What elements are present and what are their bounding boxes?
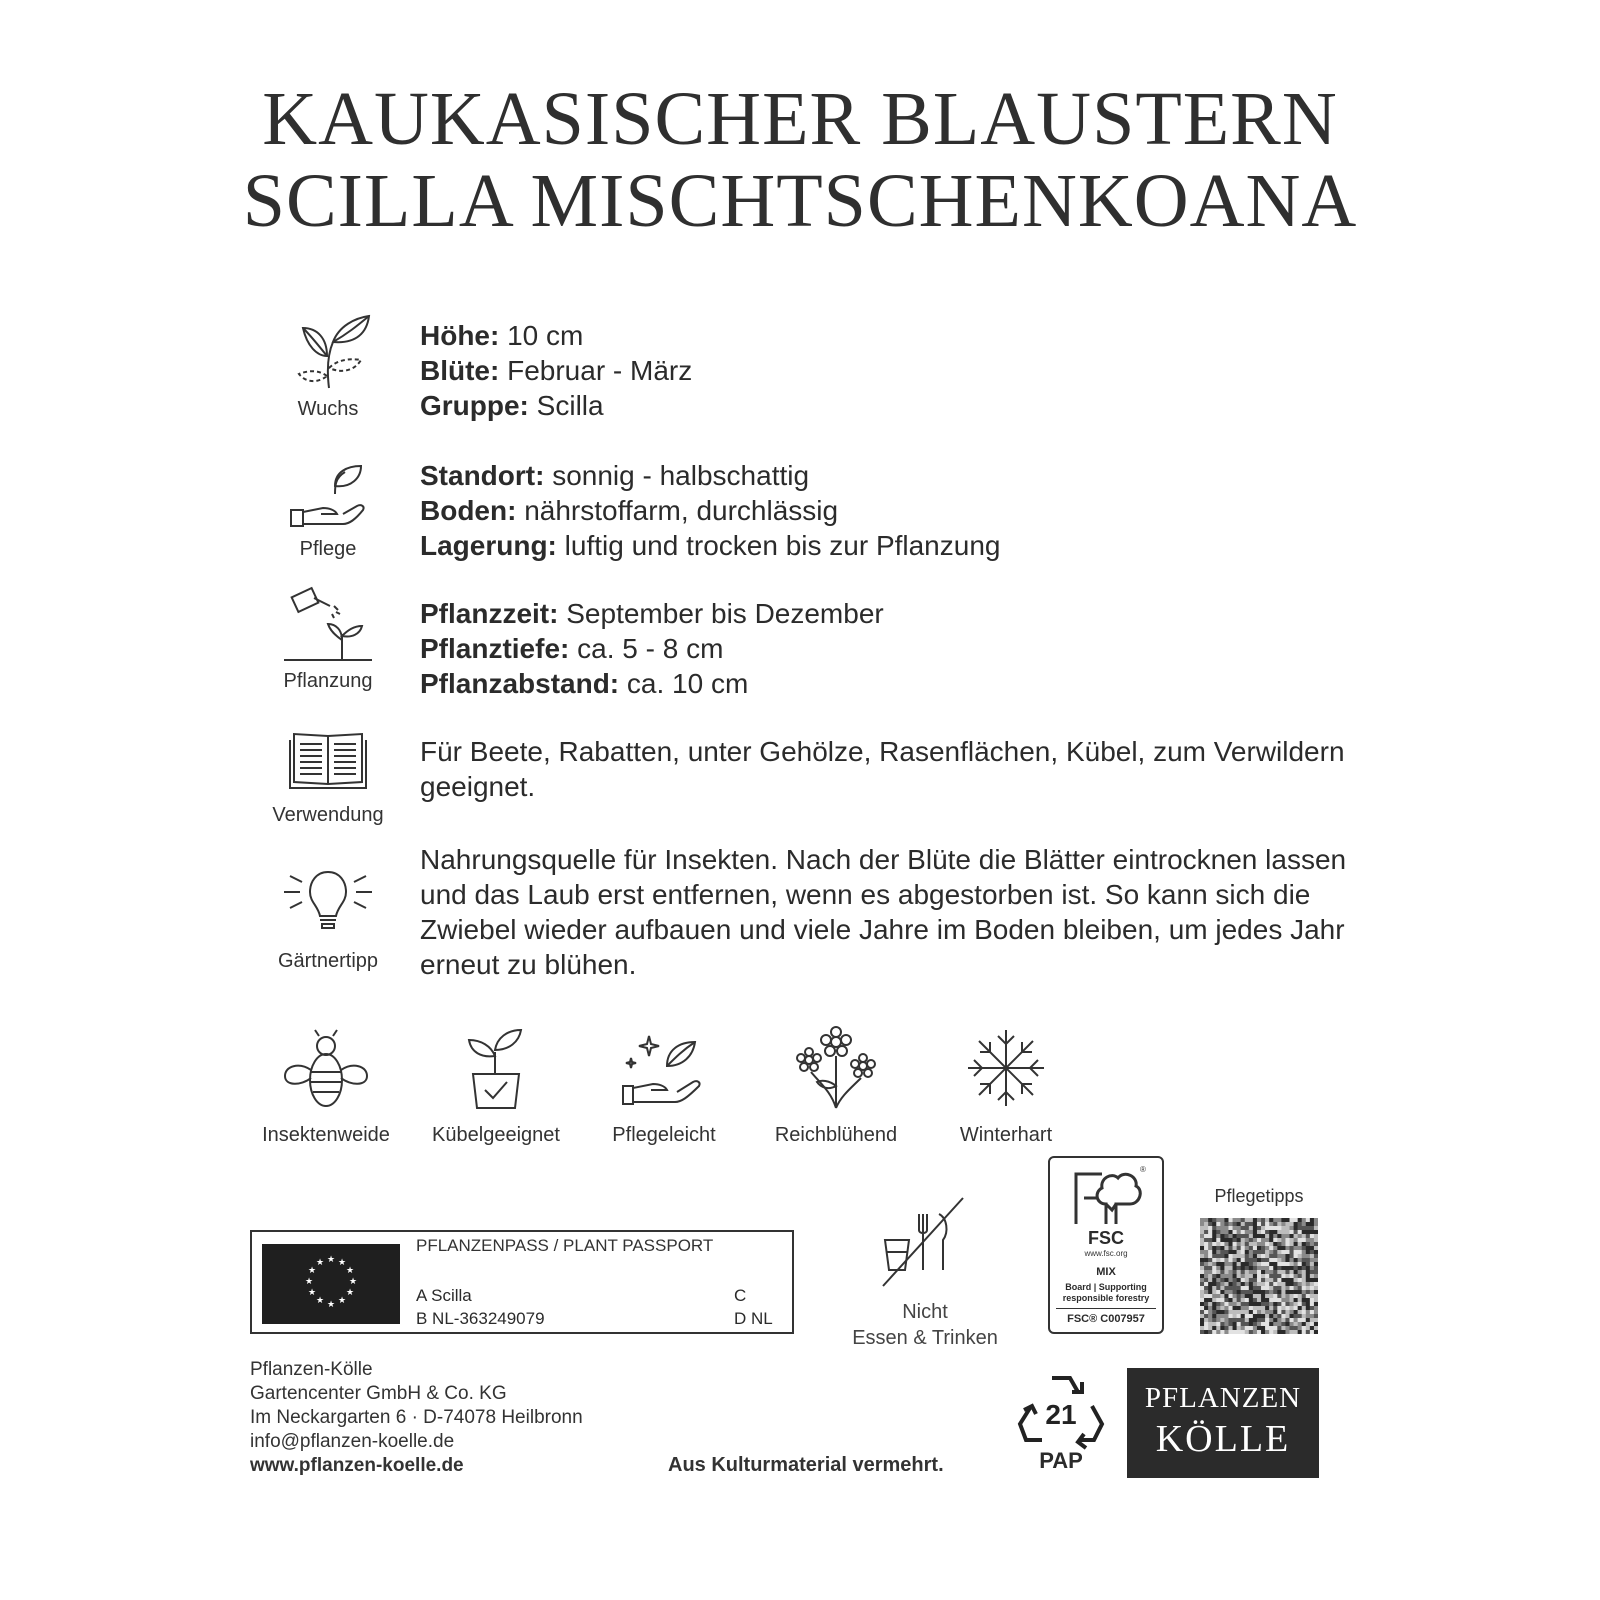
section-caption: Pflanzung (283, 670, 373, 692)
svg-text:★: ★ (337, 1295, 347, 1305)
recycling-code: PAP (1039, 1448, 1083, 1473)
address-web[interactable]: www.pflanzen-koelle.de (250, 1455, 464, 1476)
eu-flag-icon (262, 1244, 400, 1324)
recycling-mark (1012, 1370, 1110, 1474)
section-caption: Gärtnertipp (277, 950, 379, 972)
sprout-leaves-icon (283, 312, 373, 392)
address-line2: Gartencenter GmbH & Co. KG (250, 1383, 507, 1404)
page-title (0, 78, 1600, 242)
passport-a: A Scilla (416, 1286, 472, 1305)
logo-line1: PFLANZEN (1144, 1382, 1302, 1414)
no-eat-drink-icon (875, 1190, 975, 1290)
svg-text:★: ★ (337, 1257, 347, 1267)
hand-leaf-icon (283, 462, 373, 532)
section-caption: Wuchs (297, 398, 359, 420)
feature-label: Winterhart (959, 1124, 1053, 1146)
passport-d: D NL (734, 1309, 773, 1328)
company-address (250, 1358, 583, 1478)
feature-insektenweide (246, 1026, 406, 1147)
svg-text:★: ★ (345, 1265, 355, 1275)
svg-text:★: ★ (326, 1254, 336, 1264)
light-bulb-icon (280, 864, 376, 936)
section-text: Höhe: 10 cm Blüte: Februar - März Gruppe: Scilla (420, 320, 693, 421)
snowflake-icon (964, 1026, 1048, 1110)
fsc-mix: MIX (1096, 1266, 1116, 1278)
brand-logo (1127, 1368, 1319, 1478)
address-line1: Pflanzen-Kölle (250, 1359, 373, 1380)
svg-text:★: ★ (307, 1287, 317, 1297)
fsc-label (1048, 1156, 1164, 1334)
watering-can-icon (280, 584, 376, 664)
open-book-icon (288, 728, 368, 790)
no-eat-line2: Essen & Trinken (852, 1327, 998, 1349)
no-eat-drink-warning (840, 1190, 1010, 1351)
flowers-icon (791, 1026, 881, 1110)
feature-label: Pflegeleicht (612, 1124, 716, 1146)
section-text: Nahrungsquelle für Insekten. Nach der Blüte die Blätter eintrocknen lassen und das Laub erst entfernen, wenn es abgestorben ist. So kann sich die Zwiebel wieder aufbauen und viele Jahre im Boden bleiben, um jedes Jahr erneut zu blühen. (420, 844, 1347, 980)
bee-icon (281, 1026, 371, 1110)
fsc-claim-1: Board | Supporting (1065, 1282, 1147, 1292)
feature-label: Reichblühend (774, 1124, 898, 1146)
plant-passport (250, 1230, 794, 1334)
pot-plant-icon (461, 1026, 531, 1110)
svg-text:★: ★ (345, 1287, 355, 1297)
svg-text:★: ★ (307, 1265, 317, 1275)
section-text: Pflanzzeit: September bis Dezember Pflanztiefe: ca. 5 - 8 cm Pflanzabstand: ca. 10 cm (420, 598, 884, 699)
fsc-tree-icon (1066, 1164, 1146, 1234)
svg-text:★: ★ (315, 1295, 325, 1305)
title-common-name: KAUKASISCHER BLAUSTERN (262, 77, 1338, 161)
passport-c: C (734, 1286, 747, 1305)
no-eat-line1: Nicht (902, 1301, 948, 1323)
feature-winterhart (926, 1026, 1086, 1147)
feature-pflegeleicht (584, 1026, 744, 1147)
address-line3: Im Neckargarten 6 · D-74078 Heilbronn (250, 1407, 583, 1428)
feature-kuebelgeeignet (416, 1026, 576, 1147)
feature-label: Kübelgeeignet (432, 1124, 560, 1146)
recycling-icon (1016, 1370, 1106, 1450)
feature-label: Insektenweide (262, 1124, 390, 1146)
svg-text:★: ★ (348, 1276, 358, 1286)
qr-code-icon[interactable] (1200, 1218, 1318, 1334)
fsc-url: www.fsc.org (1084, 1249, 1128, 1258)
kultur-note: Aus Kulturmaterial vermehrt. (668, 1454, 944, 1476)
svg-text:★: ★ (326, 1299, 336, 1309)
section-text: Standort: sonnig - halbschattig Boden: nährstoffarm, durchlässig Lagerung: luftig und trocken bis zur Pflanzung (420, 460, 1001, 561)
section-caption: Verwendung (272, 804, 384, 826)
fsc-code: FSC® C007957 (1067, 1313, 1145, 1325)
title-botanical-name: SCILLA MISCHTSCHENKOANA (242, 159, 1358, 243)
passport-heading: PFLANZENPASS / PLANT PASSPORT (416, 1236, 714, 1255)
svg-text:★: ★ (315, 1257, 325, 1267)
recycling-number: 21 (1045, 1399, 1077, 1430)
svg-text:®: ® (1140, 1165, 1146, 1174)
fsc-name: FSC (1088, 1228, 1124, 1248)
hand-sparkle-leaf-icon (619, 1026, 709, 1110)
fsc-claim-2: responsible forestry (1062, 1293, 1150, 1303)
section-text: Für Beete, Rabatten, unter Gehölze, Rasenflächen, Kübel, zum Verwildern geeignet. (420, 736, 1345, 802)
svg-text:★: ★ (304, 1276, 314, 1286)
passport-b: B NL-363249079 (416, 1309, 545, 1328)
section-caption: Pflege (299, 538, 357, 560)
address-email[interactable]: info@pflanzen-koelle.de (250, 1431, 455, 1452)
logo-line2: KÖLLE (1155, 1418, 1291, 1460)
feature-reichbluehend (756, 1026, 916, 1147)
qr-label: Pflegetipps (1214, 1186, 1304, 1206)
